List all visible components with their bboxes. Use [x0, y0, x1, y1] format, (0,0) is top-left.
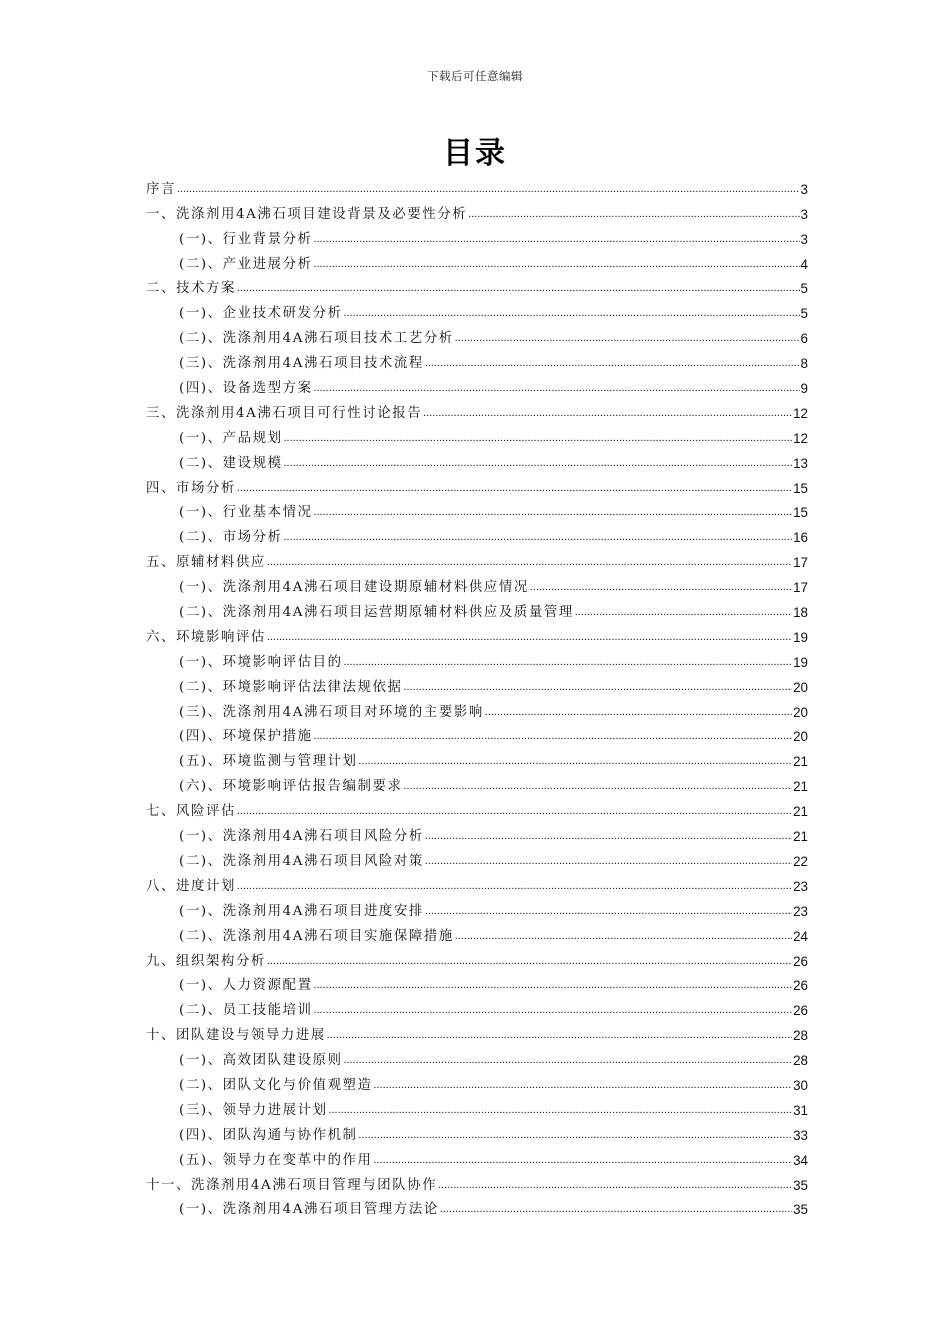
toc-entry-page-number: 26 — [793, 953, 808, 969]
toc-entry[interactable] — [146, 1095, 808, 1120]
toc-entry[interactable] — [146, 473, 808, 498]
toc-entry-page-number: 35 — [793, 1202, 808, 1218]
toc-entry[interactable] — [146, 224, 808, 249]
toc-entry-page-number: 3 — [800, 206, 808, 222]
toc-entry-page-number: 20 — [793, 704, 808, 720]
toc-dot-leader — [404, 679, 793, 697]
toc-entry-label: (二)、洗涤剂用4A沸石项目运营期原辅材料供应及质量管理 — [179, 605, 574, 621]
toc-entry[interactable] — [146, 647, 808, 672]
toc-dot-leader — [327, 1027, 792, 1045]
toc-entry-label: (三)、洗涤剂用4A沸石项目对环境的主要影响 — [179, 704, 484, 720]
toc-dot-leader — [359, 753, 793, 771]
toc-entry[interactable] — [146, 572, 808, 597]
toc-dot-leader — [314, 504, 793, 522]
toc-entry[interactable] — [146, 771, 808, 796]
toc-entry[interactable] — [146, 821, 808, 846]
toc-entry-page-number: 20 — [793, 679, 808, 695]
toc-entry-label: 四、市场分析 — [146, 480, 236, 496]
toc-entry-page-number: 24 — [793, 928, 808, 944]
toc-dot-leader — [329, 1102, 793, 1120]
toc-entry-label: (一)、洗涤剂用4A沸石项目进度安排 — [179, 903, 424, 919]
toc-entry-label: (二)、环境影响评估法律法规依据 — [179, 679, 403, 695]
toc-entry-label: (五)、领导力在变革中的作用 — [179, 1152, 373, 1168]
toc-entry-label: (五)、环境监测与管理计划 — [179, 754, 358, 770]
toc-entry-page-number: 12 — [793, 405, 808, 421]
toc-entry[interactable] — [146, 298, 808, 323]
toc-entry-label: 七、风险评估 — [146, 804, 236, 820]
toc-entry-page-number: 12 — [793, 430, 808, 446]
toc-entry[interactable] — [146, 1145, 808, 1170]
toc-entry-page-number: 19 — [793, 654, 808, 670]
toc-entry-page-number: 3 — [800, 181, 808, 197]
toc-entry[interactable] — [146, 373, 808, 398]
toc-entry-label: (一)、高效团队建设原则 — [179, 1053, 343, 1069]
toc-entry[interactable] — [146, 249, 808, 274]
toc-entry[interactable] — [146, 547, 808, 572]
toc-entry[interactable] — [146, 1170, 808, 1195]
toc-entry[interactable] — [146, 846, 808, 871]
toc-entry-page-number: 26 — [793, 1003, 808, 1019]
toc-entry-page-number: 31 — [793, 1102, 808, 1118]
toc-entry-page-number: 5 — [800, 281, 808, 297]
toc-entry[interactable] — [146, 274, 808, 299]
toc-dot-leader — [237, 803, 792, 821]
toc-entry[interactable] — [146, 995, 808, 1020]
toc-entry[interactable] — [146, 697, 808, 722]
toc-entry-page-number: 21 — [793, 829, 808, 845]
toc-entry-label: (四)、设备选型方案 — [179, 381, 313, 397]
toc-entry-label: (四)、环境保护措施 — [179, 729, 313, 745]
toc-entry[interactable] — [146, 348, 808, 373]
toc-entry-label: 三、洗涤剂用4A沸石项目可行性讨论报告 — [146, 405, 423, 421]
toc-entry-page-number: 26 — [793, 978, 808, 994]
toc-entry[interactable] — [146, 622, 808, 647]
toc-entry[interactable] — [146, 448, 808, 473]
toc-entry-page-number: 33 — [793, 1127, 808, 1143]
toc-dot-leader — [267, 629, 792, 647]
toc-entry-label: (三)、洗涤剂用4A沸石项目技术流程 — [179, 356, 424, 372]
toc-entry-label: (一)、洗涤剂用4A沸石项目建设期原辅材料供应情况 — [179, 580, 529, 596]
toc-entry-label: 六、环境影响评估 — [146, 629, 266, 645]
toc-entry-page-number: 28 — [793, 1053, 808, 1069]
toc-entry[interactable] — [146, 1045, 808, 1070]
toc-entry[interactable] — [146, 672, 808, 697]
toc-entry-label: (一)、洗涤剂用4A沸石项目风险分析 — [179, 829, 424, 845]
toc-entry-page-number: 21 — [793, 779, 808, 795]
toc-entry-page-number: 23 — [793, 878, 808, 894]
toc-entry-label: (二)、产业进展分析 — [179, 256, 313, 272]
toc-dot-leader — [237, 480, 792, 498]
toc-entry-label: (一)、行业基本情况 — [179, 505, 313, 521]
toc-entry-page-number: 15 — [793, 480, 808, 496]
toc-dot-leader — [425, 828, 792, 846]
toc-dot-leader — [374, 1152, 793, 1170]
toc-entry-label: (二)、洗涤剂用4A沸石项目风险对策 — [179, 853, 424, 869]
toc-entry-page-number: 30 — [793, 1077, 808, 1093]
toc-entry[interactable] — [146, 896, 808, 921]
toc-dot-leader — [423, 405, 792, 423]
toc-dot-leader — [404, 778, 793, 796]
toc-entry-page-number: 34 — [793, 1152, 808, 1168]
toc-dot-leader — [425, 853, 792, 871]
toc-entry-label: 九、组织架构分析 — [146, 953, 266, 969]
document-title: 目录 — [443, 136, 507, 171]
toc-dot-leader — [314, 256, 800, 274]
toc-entry-label: 五、原辅材料供应 — [146, 555, 266, 571]
toc-entry[interactable] — [146, 971, 808, 996]
toc-entry-label: (一)、企业技术研发分析 — [179, 306, 343, 322]
toc-entry-label: 二、技术方案 — [146, 281, 236, 297]
toc-entry[interactable] — [146, 946, 808, 971]
toc-entry-page-number: 9 — [800, 381, 808, 397]
toc-entry-page-number: 18 — [793, 605, 808, 621]
toc-entry-page-number: 6 — [800, 331, 808, 347]
toc-entry-page-number: 22 — [793, 853, 808, 869]
toc-entry[interactable] — [146, 1195, 808, 1220]
toc-entry-label: (二)、团队文化与价值观塑造 — [179, 1077, 373, 1093]
toc-entry-page-number: 17 — [793, 580, 808, 596]
toc-dot-leader — [314, 728, 793, 746]
toc-dot-leader — [284, 430, 793, 448]
toc-dot-leader — [425, 903, 792, 921]
toc-entry[interactable] — [146, 398, 808, 423]
table-of-contents — [146, 174, 808, 1219]
toc-dot-leader — [237, 878, 792, 896]
toc-dot-leader — [455, 330, 800, 348]
toc-entry-label: (四)、团队沟通与协作机制 — [179, 1127, 358, 1143]
toc-entry-label: (二)、市场分析 — [179, 530, 283, 546]
toc-dot-leader — [284, 455, 793, 473]
toc-entry[interactable] — [146, 722, 808, 747]
toc-dot-leader — [314, 977, 793, 995]
toc-entry-page-number: 13 — [793, 455, 808, 471]
toc-dot-leader — [440, 1201, 792, 1219]
toc-entry-label: (六)、环境影响评估报告编制要求 — [179, 779, 403, 795]
toc-entry-page-number: 8 — [800, 356, 808, 372]
toc-entry[interactable] — [146, 597, 808, 622]
toc-dot-leader — [344, 305, 800, 323]
toc-dot-leader — [177, 181, 800, 199]
toc-entry-label: 十一、洗涤剂用4A沸石项目管理与团队协作 — [146, 1177, 438, 1193]
toc-entry-label: (三)、领导力进展计划 — [179, 1102, 328, 1118]
toc-entry[interactable] — [146, 323, 808, 348]
toc-entry-label: (一)、行业背景分析 — [179, 231, 313, 247]
toc-dot-leader — [284, 529, 793, 547]
toc-dot-leader — [314, 380, 800, 398]
toc-entry[interactable] — [146, 746, 808, 771]
toc-entry[interactable] — [146, 1070, 808, 1095]
toc-dot-leader — [455, 928, 792, 946]
toc-entry-label: (二)、洗涤剂用4A沸石项目技术工艺分析 — [179, 331, 454, 347]
toc-dot-leader — [314, 1002, 793, 1020]
toc-entry-label: (一)、人力资源配置 — [179, 978, 313, 994]
toc-entry[interactable] — [146, 1120, 808, 1145]
toc-entry-label: 八、进度计划 — [146, 878, 236, 894]
toc-entry-label: (一)、环境影响评估目的 — [179, 654, 343, 670]
toc-entry-label: (一)、洗涤剂用4A沸石项目管理方法论 — [179, 1202, 439, 1218]
toc-entry[interactable] — [146, 199, 808, 224]
toc-entry[interactable] — [146, 174, 808, 199]
page-header-note: 下载后可任意编辑 — [427, 69, 523, 83]
toc-entry-label: (二)、员工技能培训 — [179, 1003, 313, 1019]
toc-entry[interactable] — [146, 1020, 808, 1045]
toc-entry-page-number: 17 — [793, 555, 808, 571]
toc-dot-leader — [374, 1077, 793, 1095]
toc-entry-label: 十、团队建设与领导力进展 — [146, 1028, 326, 1044]
toc-dot-leader — [575, 604, 792, 622]
toc-entry-label: (二)、建设规模 — [179, 455, 283, 471]
toc-entry[interactable] — [146, 921, 808, 946]
toc-entry-label: (二)、洗涤剂用4A沸石项目实施保障措施 — [179, 928, 454, 944]
toc-dot-leader — [485, 704, 792, 722]
toc-entry[interactable] — [146, 796, 808, 821]
toc-dot-leader — [314, 231, 800, 249]
toc-dot-leader — [425, 355, 800, 373]
toc-entry-label: 一、洗涤剂用4A沸石项目建设背景及必要性分析 — [146, 206, 468, 222]
toc-entry-label: 序言 — [146, 181, 176, 197]
toc-dot-leader — [267, 953, 792, 971]
toc-dot-leader — [359, 1127, 793, 1145]
toc-dot-leader — [344, 1052, 793, 1070]
toc-entry-page-number: 21 — [793, 804, 808, 820]
toc-entry[interactable] — [146, 498, 808, 523]
toc-dot-leader — [530, 579, 792, 597]
toc-entry-page-number: 28 — [793, 1028, 808, 1044]
toc-dot-leader — [468, 206, 799, 224]
toc-dot-leader — [237, 280, 800, 298]
toc-entry-page-number: 19 — [793, 629, 808, 645]
toc-dot-leader — [344, 654, 793, 672]
toc-entry-label: (一)、产品规划 — [179, 430, 283, 446]
toc-entry-page-number: 16 — [793, 530, 808, 546]
toc-entry-page-number: 20 — [793, 729, 808, 745]
toc-entry[interactable] — [146, 871, 808, 896]
toc-entry-page-number: 21 — [793, 754, 808, 770]
toc-entry-page-number: 5 — [800, 306, 808, 322]
toc-entry[interactable] — [146, 522, 808, 547]
toc-dot-leader — [438, 1177, 792, 1195]
toc-dot-leader — [267, 554, 792, 572]
toc-entry-page-number: 15 — [793, 505, 808, 521]
toc-entry-page-number: 23 — [793, 903, 808, 919]
toc-entry-page-number: 3 — [800, 231, 808, 247]
toc-entry-page-number: 35 — [793, 1177, 808, 1193]
toc-entry[interactable] — [146, 423, 808, 448]
toc-entry-page-number: 4 — [800, 256, 808, 272]
